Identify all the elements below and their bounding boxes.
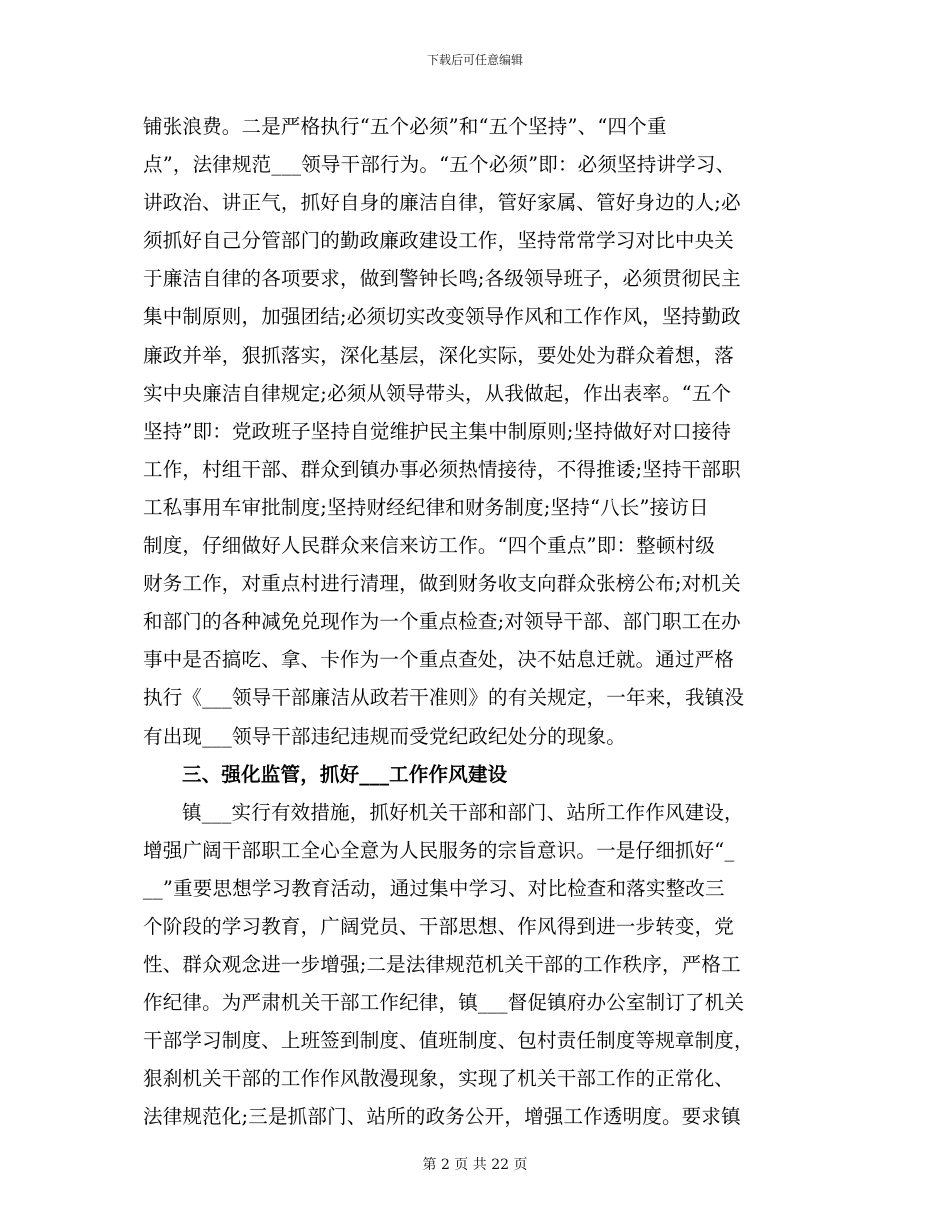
body-text-line: 于廉洁自律的各项要求，做到警钟长鸣;各级领导班子，必须贯彻民主 <box>143 267 741 291</box>
body-text-line: 镇___实行有效措施，抓好机关干部和部门、站所工作作风建设， <box>182 800 744 824</box>
body-text-line: 法律规范化;三是抓部门、站所的政务公开，增强工作透明度。要求镇 <box>143 1105 741 1129</box>
body-text-line: 须抓好自己分管部门的勤政廉政建设工作，坚持常常学习对比中央关 <box>143 229 735 253</box>
body-text-line: 工作，村组干部、群众到镇办事必须热情接待，不得推诿;坚持干部职 <box>143 457 741 481</box>
body-text-line: 点”，法律规范___领导干部行为。“五个必须”即：必须坚持讲学习、 <box>143 153 736 177</box>
body-text-line: 增强广阔干部职工全心全意为人民服务的宗旨意识。一是仔细抓好“_ <box>143 838 735 862</box>
body-text-line: __”重要思想学习教育活动，通过集中学习、对比检查和落实整改三 <box>143 876 725 900</box>
body-text-line: 事中是否搞吃、拿、卡作为一个重点查处，决不姑息迁就。通过严格 <box>143 648 735 672</box>
page-header: 下载后可任意编辑 <box>426 53 523 67</box>
body-text-line: 财务工作，对重点村进行清理，做到财务收支向群众张榜公布;对机关 <box>143 572 741 596</box>
body-text-line: 性、群众观念进一步增强;二是法律规范机关干部的工作秩序，严格工 <box>143 953 741 977</box>
document-body <box>143 108 843 1137</box>
body-text-line: 干部学习制度、上班签到制度、值班制度、包村责任制度等规章制度， <box>143 1029 754 1053</box>
body-text-line: 坚持”即：党政班子坚持自觉维护民主集中制原则;坚持做好对口接待 <box>143 419 732 443</box>
body-text-line: 讲政治、讲正气，抓好自身的廉洁自律，管好家属、管好身边的人;必 <box>143 191 741 215</box>
section-heading: 三、强化监管，抓好___工作作风建设 <box>182 762 508 786</box>
body-text-line: 制度，仔细做好人民群众来信来访工作。“四个重点”即：整顿村级 <box>143 534 715 558</box>
body-text-line: 和部门的各种减免兑现作为一个重点检查;对领导干部、部门职工在办 <box>143 610 741 634</box>
body-text-line: 实中央廉洁自律规定;必须从领导带头，从我做起，作出表率。“五个 <box>143 381 732 405</box>
body-text-line: 工私事用车审批制度;坚持财经纪律和财务制度;坚持“八长”接访日 <box>143 495 709 519</box>
page-footer: 第 2 页 共 22 页 <box>422 1157 528 1173</box>
body-text-line: 执行《___领导干部廉洁从政若干准则》的有关规定，一年来，我镇没 <box>143 686 745 710</box>
body-text-line: 有出现___领导干部违纪违规而受党纪政纪处分的现象。 <box>143 724 626 748</box>
body-text-line: 狠刹机关干部的工作作风散漫现象，实现了机关干部工作的正常化、 <box>143 1067 735 1091</box>
body-text-line: 铺张浪费。二是严格执行“五个必须”和“五个坚持”、“四个重 <box>143 115 667 138</box>
body-text-line: 个阶段的学习教育，广阔党员、干部思想、作风得到进一步转变，党 <box>143 914 735 938</box>
body-text-line: 集中制原则，加强团结;必须切实改变领导作风和工作作风，坚持勤政 <box>143 305 741 329</box>
body-text-line: 作纪律。为严肃机关干部工作纪律，镇___督促镇府办公室制订了机关 <box>143 991 745 1015</box>
body-text-line: 廉政并举，狠抓落实，深化基层，深化实际，要处处为群众着想，落 <box>143 343 735 367</box>
